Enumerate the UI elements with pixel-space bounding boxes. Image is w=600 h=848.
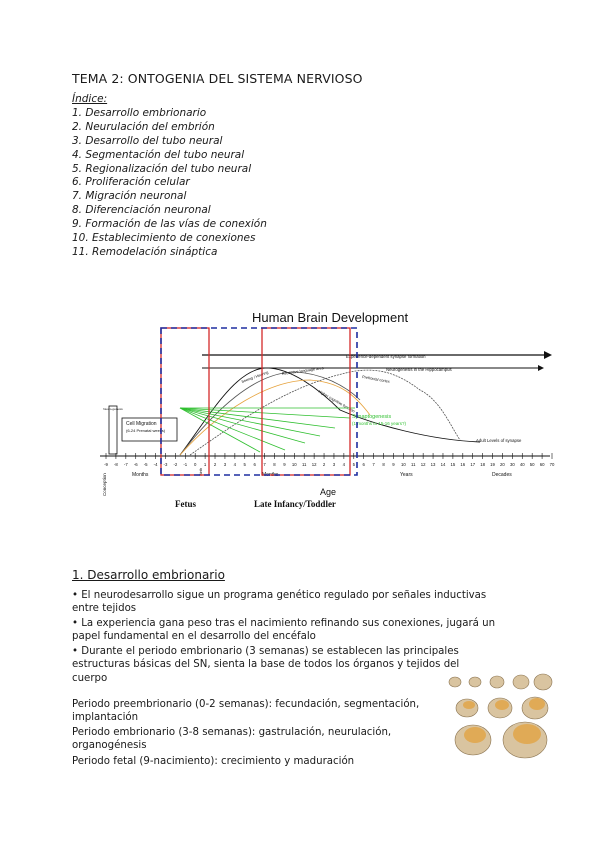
- small-head: [534, 674, 552, 690]
- months-label-2: Months: [262, 472, 279, 478]
- index-item: 7. Migración neuronal: [72, 190, 187, 203]
- age-label: Age: [320, 487, 337, 497]
- axis-tick-label: 3: [332, 462, 336, 467]
- synaptogenesis-lines: [180, 408, 355, 452]
- years-label: Years: [400, 472, 413, 478]
- figure-title: Human Brain Development: [252, 310, 409, 325]
- axis-tick-label: 2: [322, 462, 326, 467]
- axis-tick-label: 4: [233, 462, 237, 467]
- experience-label: Experience-dependent synapse formation: [346, 354, 426, 359]
- axis-tick-label: 40: [519, 462, 525, 467]
- axis-tick-label: -9: [104, 462, 108, 467]
- cell-migration-weeks: (6-24 Prenatal weeks): [126, 428, 166, 433]
- neurogenesis-box: [109, 406, 117, 454]
- axis-tick-label: 3: [223, 462, 227, 467]
- axis-tick-label: 6: [362, 462, 365, 467]
- axis-tick-label: 15: [450, 462, 456, 467]
- index-item: 8. Diferenciación neuronal: [72, 204, 211, 217]
- experience-arrow-head: [544, 351, 552, 359]
- axis-tick-label: 8: [273, 462, 276, 467]
- index-item: 3. Desarrollo del tubo neural: [72, 134, 223, 147]
- axis-tick-label: -5: [143, 462, 148, 467]
- brain-shape: [495, 700, 509, 710]
- brain-shape: [513, 724, 541, 744]
- axis-tick-label: -2: [173, 462, 178, 467]
- axis-tick-label: 18: [480, 462, 486, 467]
- small-head: [513, 675, 529, 689]
- green-line: [180, 408, 305, 443]
- brain-shape: [464, 727, 486, 743]
- index-item: 4. Segmentación del tubo neural: [72, 148, 245, 161]
- blue-dashed-box: [161, 328, 357, 475]
- axis-tick-label: -4: [153, 462, 158, 467]
- axis-ticks: [104, 453, 555, 467]
- birth-label: Birth: [198, 467, 203, 476]
- curve-seeing: [180, 368, 480, 455]
- fetus-label: Fetus: [175, 499, 196, 509]
- curve-label-language: Receptive language area: [281, 366, 324, 376]
- axis-tick-label: 0: [194, 462, 197, 467]
- index-item: 11. Remodelación sináptica: [72, 245, 218, 258]
- bullet-2: • La experiencia gana peso tras el nacimiento refinando sus conexiones, jugará un papel fundamental en el desarrollo del encéfalo: [72, 618, 496, 643]
- curve-prefrontal: [190, 370, 460, 455]
- axis-tick-label: 30: [509, 462, 515, 467]
- decades-label: Decades: [492, 472, 512, 478]
- fetus-box: [161, 328, 209, 475]
- axis-tick-label: 10: [291, 462, 297, 467]
- axis-tick-label: 4: [342, 462, 346, 467]
- axis-tick-label: 11: [301, 462, 307, 467]
- small-head: [449, 677, 461, 687]
- page-title: TEMA 2: ONTOGENIA DEL SISTEMA NERVIOSO: [72, 71, 363, 86]
- axis-tick-label: 8: [382, 462, 385, 467]
- curve-label-cognitive: Higher cognitive function: [317, 389, 356, 414]
- axis-tick-label: -7: [123, 462, 128, 467]
- brain-shape: [529, 698, 545, 710]
- axis-tick-label: 6: [253, 462, 256, 467]
- bullet-1: • El neurodesarrollo sigue un programa genético regulado por señales inductivas entre tejidos: [72, 590, 487, 615]
- conception-label: Conception: [102, 473, 107, 496]
- small-head: [490, 676, 504, 688]
- section-heading: 1. Desarrollo embrionario: [72, 568, 225, 582]
- green-line: [180, 408, 260, 452]
- axis-tick-label: 16: [460, 462, 466, 467]
- index-item: 1. Desarrollo embrionario: [72, 106, 207, 119]
- index-header: Índice:: [72, 93, 108, 105]
- brain-shape: [463, 701, 475, 709]
- axis-tick-label: 5: [352, 462, 355, 467]
- axis-tick-label: -6: [133, 462, 138, 467]
- axis-tick-label: 70: [549, 462, 555, 467]
- axis-tick-label: 12: [420, 462, 426, 467]
- axis-tick-label: 12: [311, 462, 317, 467]
- index-item: 9. Formación de las vías de conexión: [72, 218, 267, 231]
- late-infancy-label: Late Infancy/Toddler: [254, 499, 336, 509]
- axis-tick-label: 9: [283, 462, 286, 467]
- period-pre: Periodo preembrionario (0-2 semanas): fecundación, segmentación, implantación: [72, 699, 420, 724]
- adult-label: Adult Levels of synapse: [476, 438, 522, 443]
- small-head: [469, 677, 481, 687]
- axis-tick-label: 2: [213, 462, 217, 467]
- index-item: 2. Neurulación del embrión: [72, 120, 215, 133]
- axis-tick-label: 1: [203, 462, 207, 467]
- axis-tick-label: -3: [163, 462, 168, 467]
- axis-tick-label: 60: [539, 462, 545, 467]
- months-label-1: Months: [132, 472, 149, 478]
- neurogenesis-box-label: Neuro-genesis: [103, 407, 123, 411]
- curve-label-seeing: Seeing / Hearing: [240, 370, 269, 384]
- cell-migration-label: Cell Migration: [126, 421, 157, 427]
- axis-tick-label: 10: [400, 462, 406, 467]
- synaptogenesis-label: Synaptogenesis: [352, 414, 392, 420]
- synaptogenesis-range: (1 months to 15-16 years?): [352, 421, 407, 426]
- index-list: [72, 93, 267, 260]
- embryo-heads-illustration: [445, 670, 555, 760]
- green-line: [180, 408, 285, 450]
- axis-tick-label: 7: [372, 462, 375, 467]
- brain-development-figure: [100, 300, 555, 512]
- axis-tick-label: 50: [529, 462, 535, 467]
- curve-label-prefrontal: Prefrontal cortex: [361, 375, 390, 384]
- axis-tick-label: 20: [500, 462, 505, 467]
- axis-tick-label: 7: [263, 462, 266, 467]
- green-line: [180, 408, 335, 428]
- axis-tick-label: 14: [440, 462, 446, 467]
- index-item: 5. Regionalización del tubo neural: [72, 162, 252, 175]
- index-item: 10. Establecimiento de conexiones: [72, 232, 256, 245]
- neurogenesis-arrow-head: [538, 365, 544, 371]
- index-item: 6. Proliferación celular: [72, 176, 190, 189]
- period-fetal: Periodo fetal (9-nacimiento): crecimiento y maduración: [72, 756, 355, 767]
- period-embrionario: Periodo embrionario (3-8 semanas): gastrulación, neurulación, organogénesis: [72, 727, 392, 752]
- bullet-3: • Durante el periodo embrionario (3 semanas) se establecen las principales estructuras básicas del SN, sienta la base de todos los órganos y tejidos del cuerpo: [72, 646, 460, 684]
- axis-tick-label: 13: [430, 462, 436, 467]
- axis-tick-label: 19: [490, 462, 495, 467]
- axis-tick-label: 11: [411, 462, 416, 467]
- axis-tick-label: -8: [113, 462, 118, 467]
- axis-tick-label: 9: [392, 462, 395, 467]
- axis-tick-label: 5: [243, 462, 246, 467]
- neurogenesis-label: Neurogenesis in the Hippocampus: [386, 367, 452, 372]
- axis-tick-label: 17: [470, 462, 476, 467]
- axis-tick-label: -1: [183, 462, 188, 467]
